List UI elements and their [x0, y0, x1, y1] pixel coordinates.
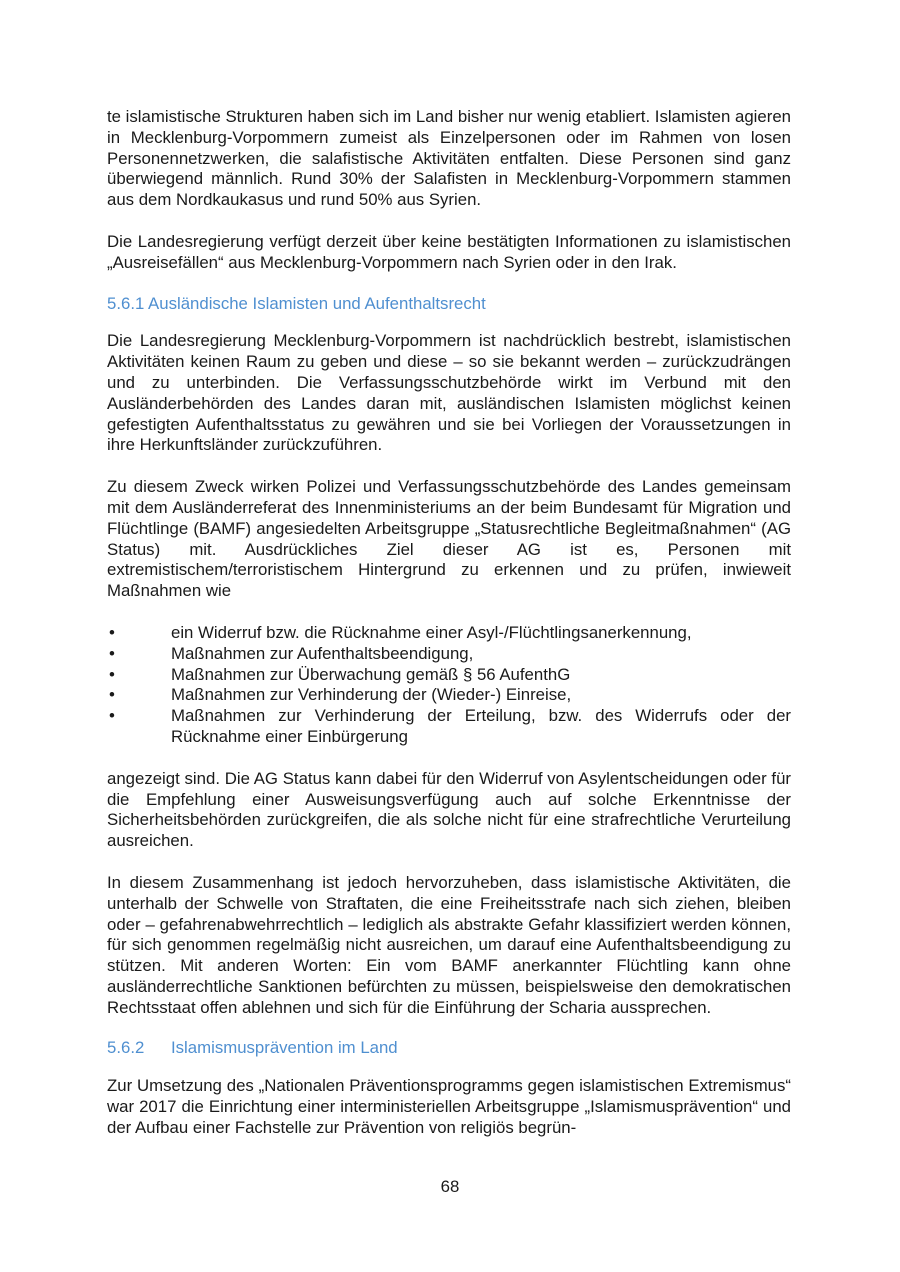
paragraph-angezeigt: angezeigt sind. Die AG Status kann dabei für den Widerruf von Asylentscheidungen oder für die Empfehlung einer Ausweisungsverfügung auch auf solche Erkenntnisse der Sicherheitsbehörden zurückgreifen, die als solche nicht für eine strafrechtliche Verurteilung ausreichen. [107, 768, 791, 851]
section-heading-5-6-1 [107, 294, 791, 315]
paragraph-zusammenhang: In diesem Zusammenhang ist jedoch hervorzuheben, dass islamistische Aktivitäten, die unterhalb der Schwelle von Straftaten, die eine Freiheitsstrafe nach sich ziehen, bleiben oder – gefahrenabwehrrechtlich – lediglich als abstrakte Gefahr klassifiziert werden können, für sich genommen regelmäßig nicht ausreichen, um darauf eine Aufenthaltsbeendigung zu stützen. Mit anderen Worten: Ein vom BAMF anerkannter Flüchtling kann ohne ausländerrechtliche Sanktionen befürchten zu müssen, beispielsweise den demokratischen Rechtsstaat offen ablehnen und sich für die Einführung der Scharia aussprechen. [107, 872, 791, 1017]
bullet-symbol: • [109, 685, 115, 705]
list-item [107, 706, 791, 748]
section-title-5-6-2: Islamismusprävention im Land [171, 1038, 398, 1058]
bullet-symbol: • [109, 643, 115, 663]
list-item-text: Maßnahmen zur Verhinderung der (Wieder-) Einreise, [171, 685, 572, 705]
document-page [107, 107, 791, 1139]
list-item [107, 665, 791, 686]
list-item-text: Maßnahmen zur Verhinderung der Erteilung, bzw. des Widerrufs oder der Rücknahme einer Einbürgerung [171, 706, 791, 746]
list-item [107, 644, 791, 665]
list-item-text: ein Widerruf bzw. die Rücknahme einer Asyl-/Flüchtlingsanerkennung, [171, 622, 692, 642]
section-heading-5-6-2 [107, 1038, 791, 1059]
bullet-symbol: • [109, 706, 115, 726]
paragraph-intro-structures: te islamistische Strukturen haben sich im Land bisher nur wenig etabliert. Islamisten agieren in Mecklenburg-Vorpommern zumeist als Einzelpersonen oder im Rahmen von losen Personennetzwerken, die salafistische Aktivitäten entfalten. Diese Personen sind ganz überwiegend männlich. Rund 30% der Salafisten in Mecklenburg-Vorpommern stammen aus dem Nordkaukasus und rund 50% aus Syrien. [107, 107, 791, 210]
section-title-5-6-1: 5.6.1 Ausländische Islamisten und Aufenthaltsrecht [107, 293, 486, 313]
list-item-text: Maßnahmen zur Überwachung gemäß § 56 AufenthG [171, 664, 571, 684]
list-item-text: Maßnahmen zur Aufenthaltsbeendigung, [171, 643, 474, 663]
list-item [107, 685, 791, 706]
paragraph-landesregierung-bestrebt: Die Landesregierung Mecklenburg-Vorpommern ist nachdrücklich bestrebt, islamistischen Aktivitäten keinen Raum zu geben und diese – so sie bekannt werden – zurückzudrängen und zu unterbinden. Die Verfassungsschutzbehörde wirkt im Verbund mit den Ausländerbehörden des Landes daran mit, ausländischen Islamisten möglichst keinen gefestigten Aufenthaltsstatus zu gewähren und sie bei Vorliegen der Voraussetzungen in ihre Herkunftsländer zurückzuführen. [107, 331, 791, 455]
measures-list [107, 623, 791, 748]
list-item [107, 623, 791, 644]
section-number-5-6-2: 5.6.2 [107, 1038, 145, 1058]
bullet-symbol: • [109, 664, 115, 684]
paragraph-ausreisefaelle: Die Landesregierung verfügt derzeit über keine bestätigten Informationen zu islamistischen „Ausreisefällen“ aus Mecklenburg-Vorpommern nach Syrien oder in den Irak. [107, 231, 791, 272]
bullet-symbol: • [109, 622, 115, 642]
page-number: 68 [440, 1177, 460, 1196]
paragraph-praevention: Zur Umsetzung des „Nationalen Präventionsprogramms gegen islamistischen Extremismus“ war 2017 die Einrichtung einer interministeriellen Arbeitsgruppe „Islamismusprävention“ und der Aufbau einer Fachstelle zur Prävention von religiös begrün- [107, 1076, 791, 1137]
paragraph-ag-status: Zu diesem Zweck wirken Polizei und Verfassungsschutzbehörde des Landes gemeinsam mit dem Ausländerreferat des Innenministeriums an der beim Bundesamt für Migration und Flüchtlinge (BAMF) angesiedelten Arbeitsgruppe „Statusrechtliche Begleitmaßnahmen“ (AG Status) mit. Ausdrückliches Ziel dieser AG ist es, Personen mit extremistischem/terroristischem Hintergrund zu erkennen und zu prüfen, inwieweit Maßnahmen wie [107, 477, 791, 601]
